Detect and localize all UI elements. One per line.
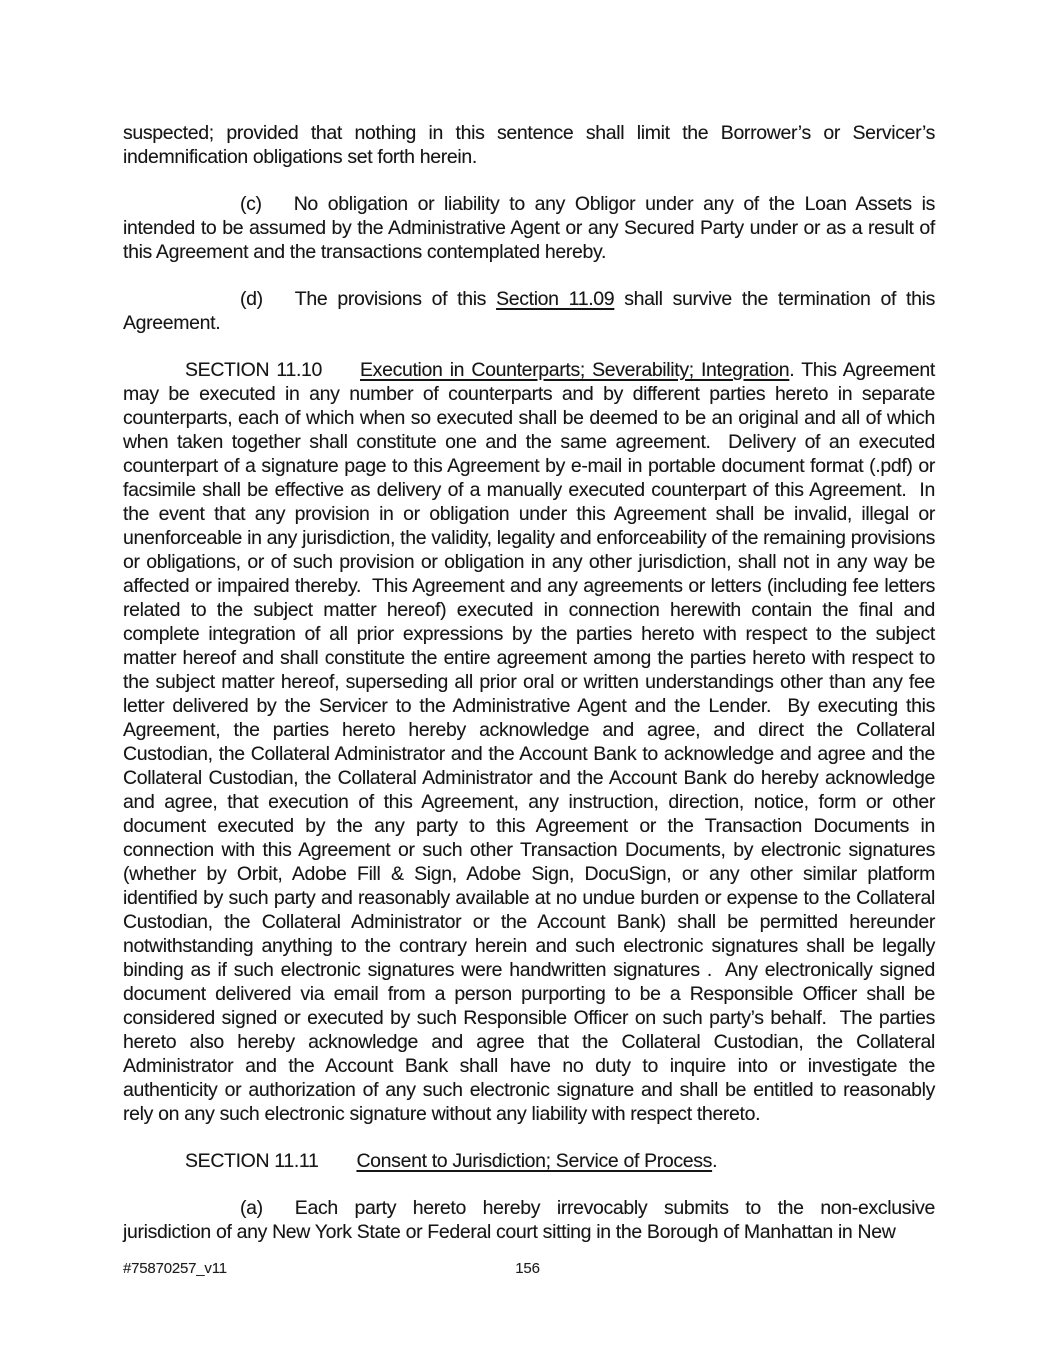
item-a-text: Each party hereto hereby irrevocably submits to the non-exclusive jurisdiction of any New York State or Federal court sitting in the Borough of Manhattan in New	[123, 1197, 935, 1243]
section-11-09-reference: Section 11.09	[496, 288, 615, 310]
paragraph-section-11-10	[123, 358, 935, 1126]
item-d-label: (d)	[240, 288, 263, 310]
section-11-11-heading: Consent to Jurisdiction; Service of Process	[356, 1150, 713, 1172]
section-11-10-label: SECTION 11.10	[185, 359, 323, 381]
item-d-text-before: The provisions of this	[294, 288, 497, 310]
paragraph-intro-text: suspected; provided that nothing in this sentence shall limit the Borrower’s or Servicer’s indemnification obligations set forth herein.	[123, 122, 935, 168]
section-11-10-body: This Agreement may be executed in any number of counterparts and by different parties hereto in separate counterparts, each of which when so executed shall be deemed to be an original and all of which when taken together shall constitute one and the same agreement. Delivery of an executed counterpart of a signature page to this Agreement by e-mail in portable document format (.pdf) or facsimile shall be effective as delivery of a manually executed counterpart of this Agreement. In the event that any provision in or obligation under this Agreement shall be invalid, illegal or unenforceable in any jurisdiction, the validity, legality and enforceability of the remaining provisions or obligations, or of such provision or obligation in any other jurisdiction, shall not in any way be affected or impaired thereby. This Agreement and any agreements or letters (including fee letters related to the subject matter hereof) executed in connection herewith contain the final and complete integration of all prior expressions by the parties hereto with respect to the subject matter hereof and shall constitute the entire agreement among the parties hereto with respect to the subject matter hereof, superseding all prior oral or written understandings other than any fee letter delivered by the Servicer to the Administrative Agent and the Lender. By executing this Agreement, the parties hereto hereby acknowledge and agree, and direct the Collateral Custodian, the Collateral Administrator and the Account Bank to acknowledge and agree and the Collateral Custodian, the Collateral Administrator and the Account Bank do hereby acknowledge and agree, that execution of this Agreement, any instruction, direction, notice, form or other document executed by the any party to this Agreement or the Transaction Documents in connection with this Agreement or such other Transaction Documents, by electronic signatures (whether by Orbit, Adobe Fill & Sign, Adobe Sign, DocuSign, or any other similar platform identified by such party and reasonably available at no undue burden or expense to the Collateral Custodian, the Collateral Administrator or the Account Bank) shall be permitted hereunder notwithstanding anything to the contrary herein and such electronic signatures shall be legally binding as if such electronic signatures were handwritten signatures . Any electronically signed document delivered via email from a person purporting to be a Responsible Officer shall be considered signed or executed by such Responsible Officer on such party’s behalf. The parties hereto also hereby acknowledge and agree that the Collateral Custodian, the Collateral Administrator and the Account Bank shall have no duty to inquire into or investigate the authenticity or authorization of any such electronic signature and shall be entitled to reasonably rely on any such electronic signature without any liability with respect thereto.	[123, 359, 935, 1125]
footer-page-number: 156	[515, 1260, 540, 1277]
page-content	[123, 121, 935, 1267]
paragraph-intro	[123, 121, 935, 169]
paragraph-item-d	[123, 287, 935, 335]
section-11-10-heading-period: .	[789, 359, 795, 381]
item-a-label: (a)	[240, 1197, 263, 1219]
section-11-10-heading: Execution in Counterparts; Severability; Integration	[360, 359, 790, 381]
paragraph-item-c	[123, 192, 935, 264]
item-c-label: (c)	[240, 193, 262, 215]
section-11-11-label: SECTION 11.11	[185, 1150, 319, 1172]
item-d-text-after: shall survive the termination of this Agreement.	[123, 288, 936, 334]
footer-document-id: #75870257_v11	[123, 1260, 227, 1277]
item-c-text: No obligation or liability to any Obligor under any of the Loan Assets is intended to be assumed by the Administrative Agent or any Secured Party under or as a result of this Agreement and the transactions contemplated hereby.	[123, 193, 935, 263]
section-11-11-heading-period: .	[712, 1150, 718, 1172]
paragraph-item-a	[123, 1196, 935, 1244]
page-footer	[0, 1259, 1055, 1283]
paragraph-section-11-11	[123, 1149, 935, 1173]
